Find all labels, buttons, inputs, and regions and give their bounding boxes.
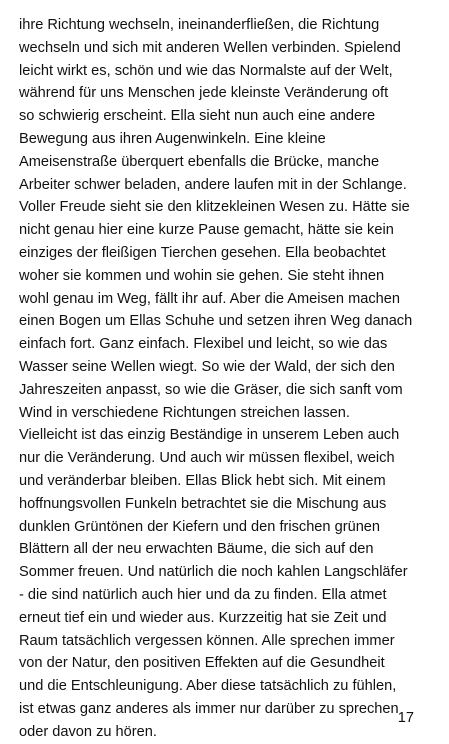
- text-line: einziges der fleißigen Tierchen gesehen. Ella beobachtet: [19, 244, 386, 261]
- text-line: wechseln und sich mit anderen Wellen verbinden. Spielend: [19, 39, 401, 56]
- text-line: nur die Veränderung. Und auch wir müssen flexibel, weich: [19, 450, 395, 467]
- text-line: Wasser seine Wellen wiegt. So wie der Wald, der sich den: [19, 358, 395, 375]
- text-line: Wind in verschiedene Richtungen streichen lassen.: [19, 404, 350, 421]
- text-line: ist etwas ganz anderes als immer nur darüber zu sprechen: [19, 700, 399, 717]
- text-line: Raum tatsächlich vergessen können. Alle sprechen immer: [19, 632, 395, 649]
- text-line: nicht genau hier eine kurze Pause gemacht, hätte sie kein: [19, 222, 394, 239]
- text-line: Blättern all der neu erwachten Bäume, die sich auf den: [19, 541, 374, 558]
- text-line: Sommer freuen. Und natürlich die noch kahlen Langschläfer: [19, 564, 408, 581]
- text-line: während für uns Menschen jede kleinste Veränderung oft: [19, 85, 389, 102]
- text-line: ihre Richtung wechseln, ineinanderfließen, die Richtung: [19, 17, 380, 33]
- text-line: Voller Freude sieht sie den klitzekleinen Wesen zu. Hätte sie: [19, 199, 410, 216]
- text-line: woher sie kommen und wohin sie gehen. Sie steht ihnen: [19, 267, 385, 284]
- text-line: - die sind natürlich auch hier und da zu finden. Ella atmet: [19, 586, 387, 603]
- text-line: Vielleicht ist das einzig Beständige in unserem Leben auch: [19, 427, 400, 444]
- text-line: Ameisenstraße überquert ebenfalls die Brücke, manche: [19, 153, 380, 170]
- text-line: Arbeiter schwer beladen, andere laufen mit in der Schlange.: [19, 176, 407, 193]
- text-line: Jahreszeiten anpasst, so wie die Gräser, die sich sanft vom: [19, 381, 403, 398]
- text-line: und veränderbar bleiben. Ellas Blick hebt sich. Mit einem: [19, 472, 386, 489]
- text-line: oder davon zu hören.: [19, 723, 157, 740]
- text-line: dunklen Grüntönen der Kiefern und den frischen grünen: [19, 518, 381, 535]
- text-line: Bewegung aus ihren Augenwinkeln. Eine kleine: [19, 130, 326, 147]
- body-text: [19, 14, 439, 744]
- text-line: so schwierig erscheint. Ella sieht nun auch eine andere: [19, 108, 376, 125]
- page-number: 17: [397, 710, 414, 726]
- text-line: von der Natur, den positiven Effekten auf die Gesundheit: [19, 655, 385, 672]
- text-line: erneut tief ein und wieder aus. Kurzzeitig hat sie Zeit und: [19, 609, 387, 626]
- text-line: wohl genau im Weg, fällt ihr auf. Aber die Ameisen machen: [19, 290, 400, 307]
- text-line: einen Bogen um Ellas Schuhe und setzen ihren Weg danach: [19, 313, 413, 330]
- text-line: einfach fort. Ganz einfach. Flexibel und leicht, so wie das: [19, 336, 388, 353]
- text-line: und die Entschleunigung. Aber diese tatsächlich zu fühlen,: [19, 678, 397, 695]
- text-line: leicht wirkt es, schön und wie das Normalste auf der Welt,: [19, 62, 393, 79]
- text-line: hoffnungsvollen Funkeln betrachtet sie die Mischung aus: [19, 495, 387, 512]
